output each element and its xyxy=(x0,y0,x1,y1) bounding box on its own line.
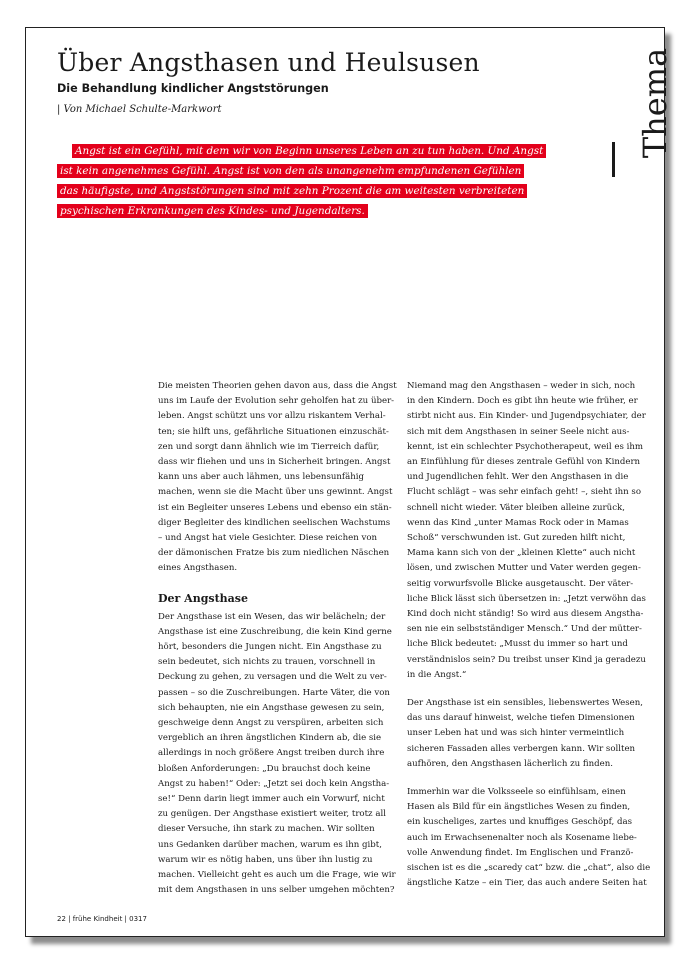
text-line: unser Leben hat und was sich hinter vermeintlich xyxy=(407,728,625,739)
text-line: in den Kindern. Doch es gibt ihn heute wie früher, er xyxy=(407,396,638,407)
text-line: schnell nicht wieder. Väter bleiben alleine zurück, xyxy=(407,502,625,513)
text-line: stirbt nicht aus. Ein Kinder- und Jugendpsychiater, der xyxy=(407,411,646,422)
body-paragraph xyxy=(407,785,651,891)
text-line: machen, wenn sie die Macht über uns gewinnt. Angst xyxy=(158,487,393,498)
text-line: liche Blick lässt sich übersetzen in: „Jetzt verwöhn das xyxy=(407,593,646,604)
lede-line: psychischen Erkrankungen des Kindes- und Jugendalters. xyxy=(57,201,557,221)
section-label-bar xyxy=(612,142,615,177)
text-line: sein bedeutet, sich nichts zu trauen, vorschnell in xyxy=(158,657,376,668)
text-line: Die meisten Theorien gehen davon aus, dass die Angst xyxy=(158,381,397,391)
text-line: verständnislos sein? Du treibst unser Kind ja geradezu xyxy=(407,654,646,665)
body-paragraph xyxy=(158,610,394,899)
lede-line: Angst ist ein Gefühl, mit dem wir von Beginn unseres Leben an zu tun haben. Und Angst xyxy=(57,141,557,161)
text-line: uns im Laufe der Evolution sehr geholfen hat zu über- xyxy=(158,396,395,407)
text-line: hört, besonders die Jungen nicht. Ein Angsthase zu xyxy=(158,642,382,653)
text-line: vergeblich an ihren ängstlichen Kindern ab, die sie xyxy=(158,733,382,744)
text-column-left xyxy=(158,379,397,912)
section-label-text: Thema xyxy=(636,47,674,159)
lede-line: ist kein angenehmes Gefühl. Angst ist von den als unangenehm empfundenen Gefühlen xyxy=(57,161,557,181)
text-line: geschweige denn Angst zu verspüren, arbeiten sich xyxy=(158,718,384,729)
text-line: Schoß“ verschwunden ist. Gut zureden hilft nicht, xyxy=(407,533,626,544)
text-line: machen. Vielleicht geht es auch um die Frage, wie wir xyxy=(158,870,396,881)
text-line: kann uns aber auch lähmen, uns lebensunfähig xyxy=(158,472,365,483)
text-line: ist ein Begleiter unseres Lebens und ebenso ein stän- xyxy=(158,502,392,513)
text-line: an Einfühlung für dieses zentrale Gefühl von Kindern xyxy=(407,457,641,468)
text-line: wenn das Kind „unter Mamas Rock oder in Mamas xyxy=(407,517,629,528)
text-line: leben. Angst schützt uns vor allzu riskantem Verhal- xyxy=(158,411,386,422)
article-author: | Von Michael Schulte-Markwort xyxy=(57,104,222,115)
text-line: dass wir fliehen und uns in Sicherheit bringen. Angst xyxy=(158,457,391,468)
text-line: allerdings in noch größere Angst treiben durch ihre xyxy=(158,748,385,759)
section-heading: Der Angsthase xyxy=(158,591,248,605)
section-label xyxy=(612,37,674,177)
text-line: sich mit dem Angsthasen in seiner Seele nicht aus- xyxy=(407,426,630,437)
text-line: ein kuscheliges, zartes und knuffiges Geschöpf, das xyxy=(407,817,633,828)
text-line: sich behaupten, nie ein Angsthase gewesen zu sein, xyxy=(158,702,385,713)
text-line: mit dem Angsthasen in uns selber umgehen möchten? xyxy=(158,885,395,896)
text-line: zen und sorgt dann ähnlich wie im Tierreich dafür, xyxy=(158,441,380,452)
text-line: und Jugendlichen fehlt. Wer den Angsthasen in die xyxy=(407,472,629,483)
text-line: Mama kann sich von der „kleinen Klette“ auch nicht xyxy=(407,548,636,559)
page-footer: 22 | frühe Kindheit | 0317 xyxy=(57,915,147,923)
text-line: dieser Versuche, ihn stark zu machen. Wir sollten xyxy=(158,824,375,835)
text-line: lösen, und zwischen Mutter und Vater werden gegen- xyxy=(407,563,641,574)
text-line: Angst zu haben!“ Oder: „Jetzt sei doch kein Angstha- xyxy=(158,778,390,789)
text-line: in die Angst.“ xyxy=(407,669,467,680)
text-line: eines Angsthasen. xyxy=(158,563,238,574)
article-title: Über Angsthasen und Heulsusen xyxy=(57,48,480,77)
text-line: diger Begleiter des kindlichen seelischen Wachstums xyxy=(158,517,391,528)
text-line: Hasen als Bild für ein ängstliches Wesen zu finden, xyxy=(407,802,631,813)
body-paragraph xyxy=(407,379,646,683)
text-line: aufhören, den Angsthasen lächerlich zu finden. xyxy=(407,758,614,769)
text-line: der dämonischen Fratze bis zum niedlichen Näschen xyxy=(158,548,390,559)
text-line: liche Blick bedeutet: „Musst du immer so hart und xyxy=(407,639,628,650)
text-line: Der Angsthase ist ein sensibles, liebenswertes Wesen, xyxy=(407,698,643,709)
text-line: ten; sie hilft uns, gefährliche Situationen einzuschät- xyxy=(158,426,389,437)
article-subtitle: Die Behandlung kindlicher Angststörungen xyxy=(57,82,329,95)
lede-line: das häufigste, und Angststörungen sind mit zehn Prozent die am weitesten verbreiteten xyxy=(57,181,557,201)
text-line: uns Gedanken darüber machen, warum es ihn gibt, xyxy=(158,839,382,850)
text-line: Flucht schlägt – was sehr einfach geht! –, sieht ihn so xyxy=(407,487,641,498)
text-line: – und Angst hat viele Gesichter. Diese reichen von xyxy=(158,533,378,544)
text-column-right xyxy=(407,379,651,905)
intro-paragraph xyxy=(158,379,397,577)
text-line: auch im Erwachsenenalter noch als Kosename liebe- xyxy=(407,832,637,843)
article-lede xyxy=(57,141,557,221)
text-line: Deckung zu gehen, zu versagen und die Welt zu ver- xyxy=(158,672,387,683)
text-line: Angsthase ist eine Zuschreibung, die kein Kind gerne xyxy=(158,626,392,637)
text-line: seitig vorwurfsvolle Blicke ausgetauscht. Der väter- xyxy=(407,578,634,589)
text-line: bloßen Anforderungen: „Du brauchst doch keine xyxy=(158,763,371,774)
text-line: se!“ Denn darin liegt immer auch ein Vorwurf, nicht xyxy=(158,794,385,805)
text-line: sen nie ein selbstständiger Mensch.“ Und der mütter- xyxy=(407,624,642,635)
text-line: volle Anwendung findet. Im Englischen und Franzö- xyxy=(407,847,634,858)
text-line: Immerhin war die Volksseele so einfühlsam, einen xyxy=(407,787,626,798)
body-paragraph xyxy=(407,696,643,772)
text-line: sischen ist es die „scaredy cat“ bzw. die „chat“, also die xyxy=(407,863,651,874)
text-line: warum wir es nötig haben, uns über ihn lustig zu xyxy=(158,854,373,865)
text-line: Kind doch nicht ständig! So wird aus diesem Angstha- xyxy=(407,609,644,620)
text-line: Der Angsthase ist ein Wesen, das wir belächeln; der xyxy=(158,611,386,622)
text-line: ängstliche Katze – ein Tier, das auch andere Seiten hat xyxy=(407,878,647,889)
text-line: das uns darauf hinweist, welche tiefen Dimensionen xyxy=(407,713,635,724)
text-line: Niemand mag den Angsthasen – weder in sich, noch xyxy=(407,381,636,391)
text-line: sicheren Fassaden alles verbergen kann. Wir sollten xyxy=(407,743,636,754)
text-line: kennt, ist ein schlechter Psychotherapeut, weil es ihm xyxy=(407,441,644,452)
text-line: passen – so die Zuschreibungen. Harte Väter, die von xyxy=(158,687,390,698)
text-line: zu genügen. Der Angsthase existiert weiter, trotz all xyxy=(158,809,386,820)
